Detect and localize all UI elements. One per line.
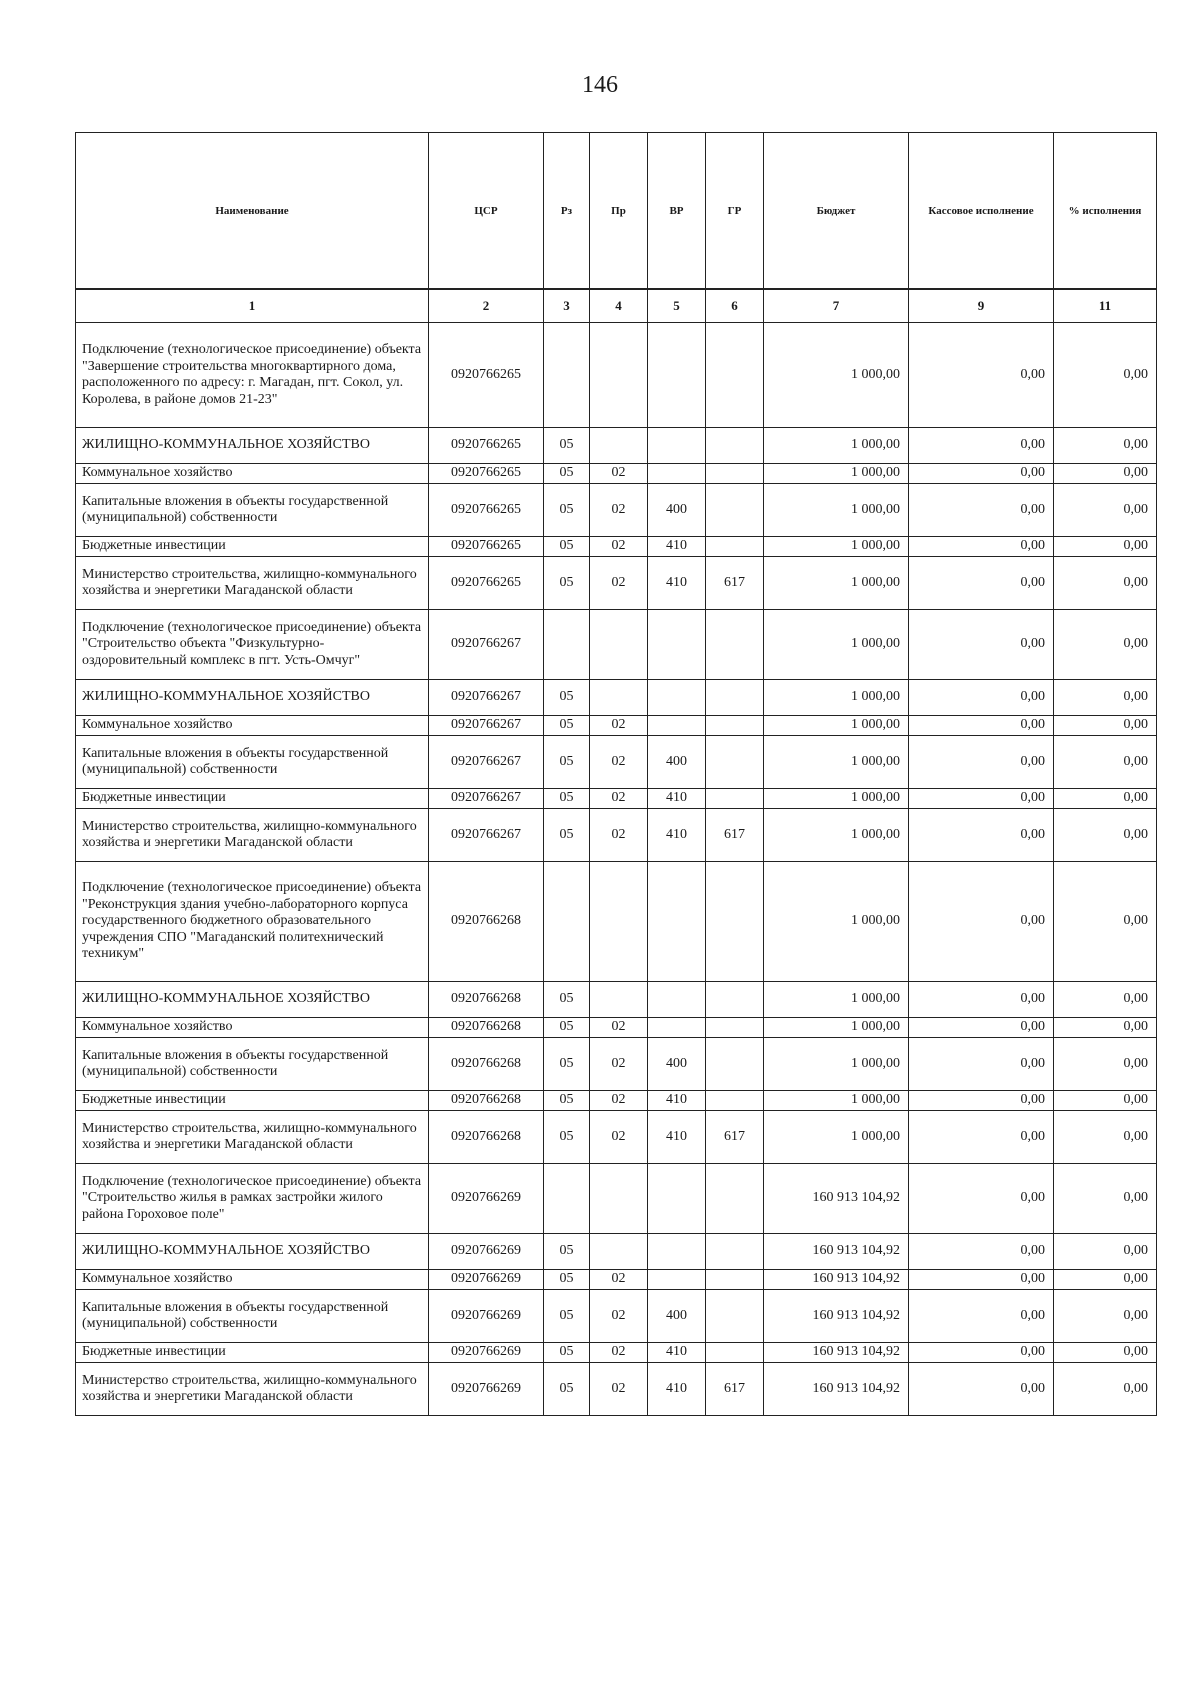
row-vr-cell: 410 xyxy=(648,1091,706,1111)
row-name-cell: Капитальные вложения в объекты государственной (муниципальной) собственности xyxy=(76,736,429,789)
row-csr-cell: 0920766269 xyxy=(429,1270,544,1290)
row-csr-cell: 0920766267 xyxy=(429,789,544,809)
row-pr-cell: 02 xyxy=(590,1091,648,1111)
row-pr-cell: 02 xyxy=(590,1343,648,1363)
row-name-cell: Министерство строительства, жилищно-коммунального хозяйства и энергетики Магаданской области xyxy=(76,1363,429,1416)
row-vr-cell xyxy=(648,1164,706,1234)
row-vr-cell: 410 xyxy=(648,1363,706,1416)
row-rz-cell xyxy=(544,610,590,680)
row-pr-cell: 02 xyxy=(590,736,648,789)
row-rz-cell: 05 xyxy=(544,1234,590,1270)
row-pr-cell: 02 xyxy=(590,1270,648,1290)
col-header-name: Наименование xyxy=(76,133,429,290)
table-row xyxy=(76,464,1157,484)
row-cash-cell: 0,00 xyxy=(909,789,1054,809)
row-pr-cell: 02 xyxy=(590,484,648,537)
row-name-cell: Коммунальное хозяйство xyxy=(76,464,429,484)
row-rz-cell: 05 xyxy=(544,428,590,464)
col-header-execution-percent: % исполнения xyxy=(1054,133,1157,290)
row-name-cell: ЖИЛИЩНО-КОММУНАЛЬНОЕ ХОЗЯЙСТВО xyxy=(76,1234,429,1270)
row-rz-cell: 05 xyxy=(544,1018,590,1038)
row-csr-cell: 0920766267 xyxy=(429,680,544,716)
row-pr-cell: 02 xyxy=(590,1363,648,1416)
row-csr-cell: 0920766265 xyxy=(429,557,544,610)
row-gr-cell xyxy=(706,1270,764,1290)
row-rz-cell: 05 xyxy=(544,982,590,1018)
row-name-cell: Капитальные вложения в объекты государственной (муниципальной) собственности xyxy=(76,484,429,537)
row-budget-cell: 160 913 104,92 xyxy=(764,1270,909,1290)
row-csr-cell: 0920766267 xyxy=(429,716,544,736)
row-csr-cell: 0920766268 xyxy=(429,1038,544,1091)
row-vr-cell: 400 xyxy=(648,1290,706,1343)
col-number: 1 xyxy=(76,289,429,323)
col-header-csr: ЦСР xyxy=(429,133,544,290)
row-vr-cell xyxy=(648,323,706,428)
row-cash-cell: 0,00 xyxy=(909,537,1054,557)
row-name-cell: Министерство строительства, жилищно-коммунального хозяйства и энергетики Магаданской области xyxy=(76,809,429,862)
header-row xyxy=(76,133,1157,290)
row-budget-cell: 160 913 104,92 xyxy=(764,1234,909,1270)
col-header-rz: Рз xyxy=(544,133,590,290)
row-budget-cell: 1 000,00 xyxy=(764,610,909,680)
row-budget-cell: 1 000,00 xyxy=(764,716,909,736)
row-gr-cell xyxy=(706,736,764,789)
row-pr-cell xyxy=(590,610,648,680)
row-gr-cell xyxy=(706,1018,764,1038)
table-row xyxy=(76,1270,1157,1290)
row-name-cell: Бюджетные инвестиции xyxy=(76,537,429,557)
row-vr-cell xyxy=(648,716,706,736)
table-row xyxy=(76,809,1157,862)
row-pr-cell xyxy=(590,862,648,982)
row-budget-cell: 1 000,00 xyxy=(764,680,909,716)
row-cash-cell: 0,00 xyxy=(909,1343,1054,1363)
row-gr-cell xyxy=(706,1290,764,1343)
table-row xyxy=(76,428,1157,464)
row-vr-cell xyxy=(648,428,706,464)
row-pr-cell: 02 xyxy=(590,789,648,809)
row-cash-cell: 0,00 xyxy=(909,862,1054,982)
row-csr-cell: 0920766269 xyxy=(429,1363,544,1416)
col-number: 5 xyxy=(648,289,706,323)
row-cash-cell: 0,00 xyxy=(909,716,1054,736)
row-budget-cell: 1 000,00 xyxy=(764,1018,909,1038)
row-rz-cell: 05 xyxy=(544,1270,590,1290)
row-vr-cell xyxy=(648,1270,706,1290)
col-number: 9 xyxy=(909,289,1054,323)
row-gr-cell xyxy=(706,789,764,809)
row-vr-cell xyxy=(648,862,706,982)
row-vr-cell: 410 xyxy=(648,1111,706,1164)
row-rz-cell xyxy=(544,323,590,428)
row-rz-cell: 05 xyxy=(544,537,590,557)
row-vr-cell xyxy=(648,1234,706,1270)
row-gr-cell: 617 xyxy=(706,557,764,610)
row-percent-cell: 0,00 xyxy=(1054,537,1157,557)
row-cash-cell: 0,00 xyxy=(909,1018,1054,1038)
row-name-cell: Подключение (технологическое присоединение) объекта "Строительство объекта "Физкультурно-оздоровительный комплекс в пгт. Усть-Омчуг" xyxy=(76,610,429,680)
row-vr-cell: 410 xyxy=(648,789,706,809)
row-rz-cell: 05 xyxy=(544,680,590,716)
row-csr-cell: 0920766267 xyxy=(429,610,544,680)
row-vr-cell xyxy=(648,982,706,1018)
row-name-cell: ЖИЛИЩНО-КОММУНАЛЬНОЕ ХОЗЯЙСТВО xyxy=(76,428,429,464)
row-gr-cell xyxy=(706,716,764,736)
row-percent-cell: 0,00 xyxy=(1054,557,1157,610)
row-percent-cell: 0,00 xyxy=(1054,484,1157,537)
row-budget-cell: 1 000,00 xyxy=(764,537,909,557)
row-cash-cell: 0,00 xyxy=(909,982,1054,1018)
row-name-cell: Министерство строительства, жилищно-коммунального хозяйства и энергетики Магаданской области xyxy=(76,1111,429,1164)
row-budget-cell: 1 000,00 xyxy=(764,789,909,809)
row-budget-cell: 1 000,00 xyxy=(764,809,909,862)
row-name-cell: ЖИЛИЩНО-КОММУНАЛЬНОЕ ХОЗЯЙСТВО xyxy=(76,982,429,1018)
row-rz-cell xyxy=(544,862,590,982)
row-percent-cell: 0,00 xyxy=(1054,809,1157,862)
row-pr-cell: 02 xyxy=(590,1290,648,1343)
row-rz-cell: 05 xyxy=(544,484,590,537)
col-number: 3 xyxy=(544,289,590,323)
row-percent-cell: 0,00 xyxy=(1054,1091,1157,1111)
row-budget-cell: 160 913 104,92 xyxy=(764,1164,909,1234)
row-percent-cell: 0,00 xyxy=(1054,1234,1157,1270)
row-csr-cell: 0920766267 xyxy=(429,736,544,789)
row-name-cell: Бюджетные инвестиции xyxy=(76,1343,429,1363)
row-budget-cell: 1 000,00 xyxy=(764,464,909,484)
row-vr-cell: 410 xyxy=(648,557,706,610)
table-row xyxy=(76,736,1157,789)
row-csr-cell: 0920766269 xyxy=(429,1290,544,1343)
row-cash-cell: 0,00 xyxy=(909,1111,1054,1164)
row-csr-cell: 0920766268 xyxy=(429,862,544,982)
budget-table xyxy=(75,132,1157,1416)
row-budget-cell: 160 913 104,92 xyxy=(764,1290,909,1343)
row-name-cell: Подключение (технологическое присоединение) объекта "Завершение строительства многоквартирного дома, расположенного по адресу: г. Магадан, пгт. Сокол, ул. Королева, в районе домов 21-23" xyxy=(76,323,429,428)
page-number: 146 xyxy=(582,72,618,98)
row-cash-cell: 0,00 xyxy=(909,484,1054,537)
row-cash-cell: 0,00 xyxy=(909,1363,1054,1416)
row-gr-cell xyxy=(706,862,764,982)
row-csr-cell: 0920766268 xyxy=(429,1091,544,1111)
row-gr-cell xyxy=(706,982,764,1018)
row-cash-cell: 0,00 xyxy=(909,610,1054,680)
row-vr-cell: 410 xyxy=(648,537,706,557)
row-rz-cell: 05 xyxy=(544,809,590,862)
row-rz-cell: 05 xyxy=(544,557,590,610)
col-header-gr: ГР xyxy=(706,133,764,290)
row-gr-cell xyxy=(706,1343,764,1363)
table-row xyxy=(76,323,1157,428)
row-rz-cell: 05 xyxy=(544,1290,590,1343)
col-number: 2 xyxy=(429,289,544,323)
row-cash-cell: 0,00 xyxy=(909,1290,1054,1343)
row-pr-cell: 02 xyxy=(590,537,648,557)
row-percent-cell: 0,00 xyxy=(1054,464,1157,484)
row-cash-cell: 0,00 xyxy=(909,464,1054,484)
row-cash-cell: 0,00 xyxy=(909,680,1054,716)
row-percent-cell: 0,00 xyxy=(1054,1164,1157,1234)
table-row xyxy=(76,1111,1157,1164)
table-row xyxy=(76,680,1157,716)
row-percent-cell: 0,00 xyxy=(1054,736,1157,789)
row-budget-cell: 1 000,00 xyxy=(764,557,909,610)
row-cash-cell: 0,00 xyxy=(909,1234,1054,1270)
row-percent-cell: 0,00 xyxy=(1054,1038,1157,1091)
row-csr-cell: 0920766269 xyxy=(429,1164,544,1234)
row-cash-cell: 0,00 xyxy=(909,323,1054,428)
row-csr-cell: 0920766268 xyxy=(429,982,544,1018)
row-gr-cell xyxy=(706,1091,764,1111)
row-cash-cell: 0,00 xyxy=(909,1270,1054,1290)
row-percent-cell: 0,00 xyxy=(1054,428,1157,464)
row-pr-cell: 02 xyxy=(590,809,648,862)
row-budget-cell: 1 000,00 xyxy=(764,736,909,789)
col-number: 4 xyxy=(590,289,648,323)
table-row xyxy=(76,1018,1157,1038)
row-cash-cell: 0,00 xyxy=(909,428,1054,464)
row-percent-cell: 0,00 xyxy=(1054,1018,1157,1038)
row-vr-cell xyxy=(648,610,706,680)
table-row xyxy=(76,537,1157,557)
row-vr-cell xyxy=(648,680,706,716)
row-csr-cell: 0920766265 xyxy=(429,537,544,557)
row-csr-cell: 0920766265 xyxy=(429,428,544,464)
row-budget-cell: 160 913 104,92 xyxy=(764,1363,909,1416)
row-percent-cell: 0,00 xyxy=(1054,862,1157,982)
table-row xyxy=(76,716,1157,736)
table-row xyxy=(76,1343,1157,1363)
row-cash-cell: 0,00 xyxy=(909,1038,1054,1091)
row-gr-cell xyxy=(706,484,764,537)
row-gr-cell xyxy=(706,428,764,464)
row-name-cell: Министерство строительства, жилищно-коммунального хозяйства и энергетики Магаданской области xyxy=(76,557,429,610)
row-rz-cell xyxy=(544,1164,590,1234)
row-budget-cell: 1 000,00 xyxy=(764,1038,909,1091)
row-csr-cell: 0920766269 xyxy=(429,1234,544,1270)
table-row xyxy=(76,1091,1157,1111)
col-number: 7 xyxy=(764,289,909,323)
table-row xyxy=(76,862,1157,982)
row-gr-cell: 617 xyxy=(706,1363,764,1416)
row-budget-cell: 1 000,00 xyxy=(764,323,909,428)
row-budget-cell: 1 000,00 xyxy=(764,862,909,982)
row-percent-cell: 0,00 xyxy=(1054,1343,1157,1363)
col-header-pr: Пр xyxy=(590,133,648,290)
table-row xyxy=(76,789,1157,809)
row-name-cell: Бюджетные инвестиции xyxy=(76,1091,429,1111)
row-csr-cell: 0920766268 xyxy=(429,1111,544,1164)
row-cash-cell: 0,00 xyxy=(909,557,1054,610)
row-vr-cell: 410 xyxy=(648,809,706,862)
col-header-vr: ВР xyxy=(648,133,706,290)
row-rz-cell: 05 xyxy=(544,736,590,789)
row-rz-cell: 05 xyxy=(544,789,590,809)
row-name-cell: Коммунальное хозяйство xyxy=(76,1018,429,1038)
row-rz-cell: 05 xyxy=(544,1363,590,1416)
row-vr-cell xyxy=(648,464,706,484)
row-vr-cell: 410 xyxy=(648,1343,706,1363)
row-csr-cell: 0920766269 xyxy=(429,1343,544,1363)
row-vr-cell: 400 xyxy=(648,484,706,537)
row-percent-cell: 0,00 xyxy=(1054,982,1157,1018)
row-percent-cell: 0,00 xyxy=(1054,1290,1157,1343)
row-rz-cell: 05 xyxy=(544,1343,590,1363)
row-gr-cell xyxy=(706,323,764,428)
row-vr-cell: 400 xyxy=(648,736,706,789)
row-gr-cell xyxy=(706,464,764,484)
row-pr-cell xyxy=(590,982,648,1018)
row-vr-cell xyxy=(648,1018,706,1038)
row-csr-cell: 0920766265 xyxy=(429,464,544,484)
col-number: 6 xyxy=(706,289,764,323)
table-row xyxy=(76,1363,1157,1416)
row-budget-cell: 1 000,00 xyxy=(764,1091,909,1111)
table-row xyxy=(76,1038,1157,1091)
row-gr-cell: 617 xyxy=(706,809,764,862)
row-budget-cell: 1 000,00 xyxy=(764,982,909,1018)
row-cash-cell: 0,00 xyxy=(909,809,1054,862)
row-pr-cell: 02 xyxy=(590,1111,648,1164)
row-gr-cell xyxy=(706,680,764,716)
table-row xyxy=(76,982,1157,1018)
row-gr-cell xyxy=(706,1164,764,1234)
row-name-cell: Капитальные вложения в объекты государственной (муниципальной) собственности xyxy=(76,1290,429,1343)
row-gr-cell xyxy=(706,1038,764,1091)
table-row xyxy=(76,1290,1157,1343)
row-pr-cell xyxy=(590,1234,648,1270)
row-cash-cell: 0,00 xyxy=(909,736,1054,789)
row-vr-cell: 400 xyxy=(648,1038,706,1091)
row-pr-cell: 02 xyxy=(590,464,648,484)
column-number-row xyxy=(76,289,1157,323)
row-rz-cell: 05 xyxy=(544,716,590,736)
row-percent-cell: 0,00 xyxy=(1054,789,1157,809)
row-pr-cell xyxy=(590,323,648,428)
row-name-cell: Коммунальное хозяйство xyxy=(76,716,429,736)
row-name-cell: Бюджетные инвестиции xyxy=(76,789,429,809)
row-cash-cell: 0,00 xyxy=(909,1091,1054,1111)
row-percent-cell: 0,00 xyxy=(1054,716,1157,736)
row-name-cell: ЖИЛИЩНО-КОММУНАЛЬНОЕ ХОЗЯЙСТВО xyxy=(76,680,429,716)
row-name-cell: Подключение (технологическое присоединение) объекта "Реконструкция здания учебно-лабораторного корпуса государственного бюджетного образовательного учреждения СПО "Магаданский политехнический техникум" xyxy=(76,862,429,982)
table-row xyxy=(76,1164,1157,1234)
row-rz-cell: 05 xyxy=(544,1091,590,1111)
table-row xyxy=(76,1234,1157,1270)
col-header-budget: Бюджет xyxy=(764,133,909,290)
row-cash-cell: 0,00 xyxy=(909,1164,1054,1234)
row-csr-cell: 0920766265 xyxy=(429,323,544,428)
row-pr-cell xyxy=(590,680,648,716)
row-gr-cell xyxy=(706,537,764,557)
row-csr-cell: 0920766265 xyxy=(429,484,544,537)
row-csr-cell: 0920766268 xyxy=(429,1018,544,1038)
row-pr-cell: 02 xyxy=(590,557,648,610)
row-pr-cell: 02 xyxy=(590,716,648,736)
table-row xyxy=(76,557,1157,610)
row-pr-cell xyxy=(590,428,648,464)
row-name-cell: Коммунальное хозяйство xyxy=(76,1270,429,1290)
row-percent-cell: 0,00 xyxy=(1054,323,1157,428)
col-number: 11 xyxy=(1054,289,1157,323)
row-rz-cell: 05 xyxy=(544,464,590,484)
row-percent-cell: 0,00 xyxy=(1054,1270,1157,1290)
row-percent-cell: 0,00 xyxy=(1054,610,1157,680)
row-percent-cell: 0,00 xyxy=(1054,1111,1157,1164)
row-gr-cell xyxy=(706,1234,764,1270)
row-pr-cell: 02 xyxy=(590,1018,648,1038)
row-gr-cell xyxy=(706,610,764,680)
row-budget-cell: 1 000,00 xyxy=(764,428,909,464)
row-percent-cell: 0,00 xyxy=(1054,680,1157,716)
table-row xyxy=(76,484,1157,537)
row-pr-cell: 02 xyxy=(590,1038,648,1091)
row-budget-cell: 1 000,00 xyxy=(764,484,909,537)
row-pr-cell xyxy=(590,1164,648,1234)
row-rz-cell: 05 xyxy=(544,1111,590,1164)
row-gr-cell: 617 xyxy=(706,1111,764,1164)
row-budget-cell: 160 913 104,92 xyxy=(764,1343,909,1363)
row-csr-cell: 0920766267 xyxy=(429,809,544,862)
table-row xyxy=(76,610,1157,680)
col-header-cash-execution: Кассовое исполнение xyxy=(909,133,1054,290)
row-name-cell: Капитальные вложения в объекты государственной (муниципальной) собственности xyxy=(76,1038,429,1091)
table-body xyxy=(76,323,1157,1416)
row-budget-cell: 1 000,00 xyxy=(764,1111,909,1164)
row-percent-cell: 0,00 xyxy=(1054,1363,1157,1416)
row-rz-cell: 05 xyxy=(544,1038,590,1091)
row-name-cell: Подключение (технологическое присоединение) объекта "Строительство жилья в рамках застройки жилого района Гороховое поле" xyxy=(76,1164,429,1234)
